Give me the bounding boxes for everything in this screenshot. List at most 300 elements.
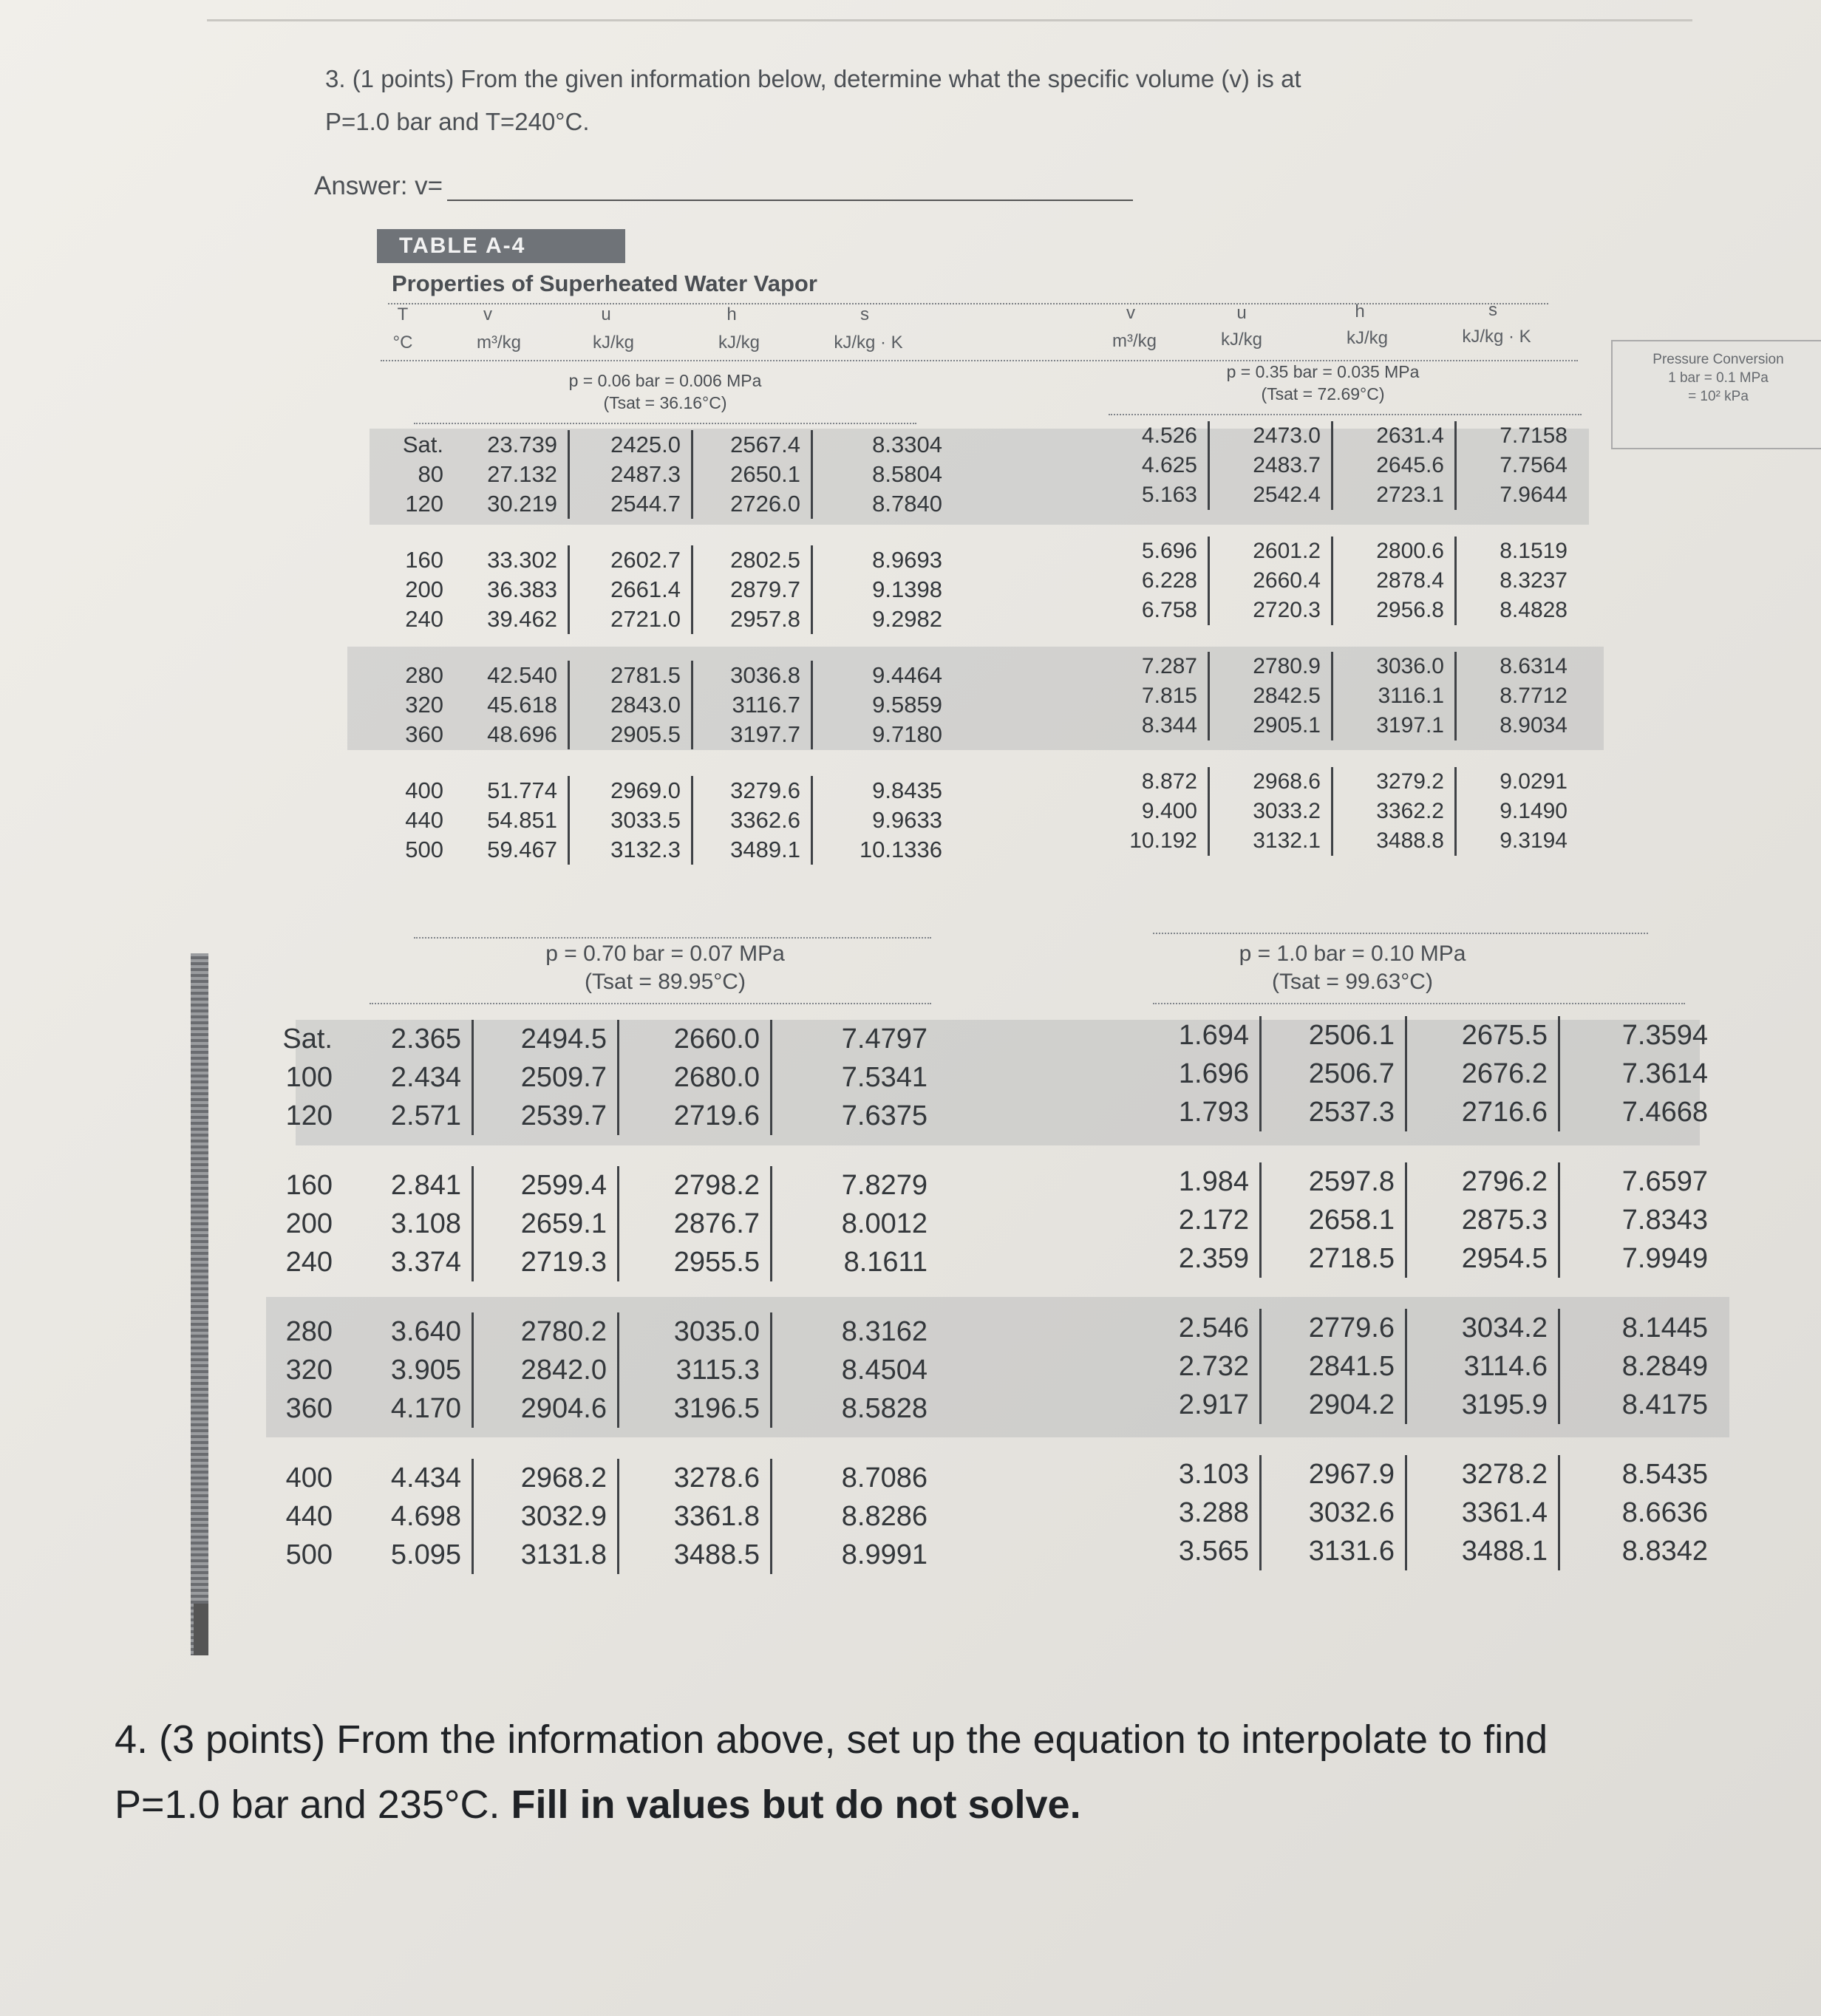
table-cell: 39.462 [454, 605, 569, 634]
header-right-unit-h: kJ/kg [1346, 328, 1388, 348]
table-cell: 4.625 [1109, 451, 1209, 480]
table-cell: 8.4175 [1621, 1389, 1708, 1420]
table-cell: 4.434 [343, 1459, 473, 1497]
table-cell: 1.793 [1153, 1093, 1261, 1131]
row-gap [251, 1135, 938, 1166]
table-row [355, 545, 953, 575]
header-unit-s: kJ/kg · K [834, 333, 903, 353]
table-cell: 6.758 [1109, 596, 1209, 625]
table-cell: 2780.9 [1209, 652, 1332, 681]
table-cell: 3035.0 [619, 1312, 772, 1351]
table-row [251, 1243, 938, 1281]
row-gap [1109, 740, 1578, 767]
table-cell: 8.9991 [841, 1539, 927, 1570]
table-row [1153, 1201, 1718, 1239]
table-cell: 3114.6 [1406, 1347, 1559, 1386]
table-cell: 3196.5 [619, 1389, 772, 1428]
table-cell: 3.288 [1153, 1494, 1261, 1532]
question-3-text: From the given information below, determine what the specific volume (v) is at [460, 65, 1301, 92]
header-right-unit-v: m³/kg [1112, 331, 1157, 351]
table-cell: 2542.4 [1209, 480, 1332, 510]
table-cell: 10.1336 [859, 837, 942, 862]
table-row [355, 661, 953, 690]
table-row [1153, 1455, 1718, 1494]
table-cell: 2539.7 [473, 1097, 619, 1135]
table-cell: 7.3614 [1621, 1058, 1708, 1089]
table-row [1153, 1016, 1718, 1055]
table-cell: 8.5828 [841, 1392, 927, 1424]
table-cell: 2843.0 [569, 690, 692, 720]
table-row [355, 605, 953, 634]
table-cell: 3033.2 [1209, 797, 1332, 826]
conversion-title: Pressure Conversion [1652, 352, 1784, 367]
table-cell: 3131.6 [1261, 1532, 1406, 1570]
table-cell: 8.0012 [841, 1208, 927, 1239]
table-cell: 10.192 [1109, 826, 1209, 856]
table-row [251, 1536, 938, 1574]
table-cell: 42.540 [454, 661, 569, 690]
table-cell: 2676.2 [1406, 1055, 1559, 1093]
table-cell: 3032.6 [1261, 1494, 1406, 1532]
table-row [1109, 652, 1578, 681]
table-cell: 2802.5 [692, 545, 812, 575]
question-4-instruction: Fill in values but do not solve. [511, 1782, 1081, 1827]
table-cell: 160 [285, 1169, 333, 1201]
table-cell: 120 [405, 491, 443, 517]
table-cell: 9.2982 [872, 606, 942, 632]
table-cell: 440 [285, 1500, 333, 1532]
row-gap-cell [355, 634, 953, 661]
data-table-p070 [251, 1020, 938, 1574]
table-cell: 7.9644 [1500, 483, 1568, 507]
table-cell: 8.3237 [1500, 568, 1568, 593]
table-cell: 2680.0 [619, 1058, 772, 1097]
table-cell: 33.302 [454, 545, 569, 575]
table-cell: 2800.6 [1332, 537, 1456, 566]
table-row [1153, 1532, 1718, 1570]
table-cell: 3489.1 [692, 835, 812, 865]
table-cell: 3.565 [1153, 1532, 1261, 1570]
table-cell: 320 [285, 1354, 333, 1386]
table-cell: 2.546 [1153, 1309, 1261, 1347]
question-4-text-2: P=1.0 bar and 235°C. [115, 1782, 500, 1827]
table-cell: 1.694 [1153, 1016, 1261, 1055]
answer-label: Answer: v= [314, 171, 443, 200]
pressure-label-070 [473, 940, 857, 996]
table-row [251, 1389, 938, 1428]
row-gap-cell [251, 1135, 938, 1166]
table-row [1153, 1093, 1718, 1131]
table-row [1153, 1347, 1718, 1386]
table-cell: 8.7086 [841, 1462, 927, 1494]
question-3 [325, 58, 1692, 143]
header-right-symbol-s: s [1488, 300, 1497, 320]
table-cell: 440 [405, 807, 443, 833]
row-gap [355, 634, 953, 661]
table-cell: 2796.2 [1406, 1162, 1559, 1201]
table-cell: 3488.8 [1332, 826, 1456, 856]
table-cell: 2719.3 [473, 1243, 619, 1281]
table-cell: 3115.3 [619, 1351, 772, 1389]
table-cell: 7.8279 [841, 1169, 927, 1201]
header-right-unit-s: kJ/kg · K [1462, 327, 1531, 347]
table-cell: 23.739 [454, 430, 569, 460]
table-cell: 8.344 [1109, 711, 1209, 740]
table-cell: 3488.5 [619, 1536, 772, 1574]
table-row [1153, 1309, 1718, 1347]
table-cell: 360 [405, 721, 443, 747]
row-gap-cell [355, 519, 953, 545]
table-cell: 48.696 [454, 720, 569, 749]
data-table-p006 [355, 430, 953, 865]
table-row [1109, 596, 1578, 625]
table-cell: 3.374 [343, 1243, 473, 1281]
table-cell: 8.7840 [872, 491, 942, 517]
table-cell: 5.163 [1109, 480, 1209, 510]
table-cell: 2.172 [1153, 1201, 1261, 1239]
table-cell: 2726.0 [692, 489, 812, 519]
table-cell: 8.4504 [841, 1354, 927, 1386]
table-row [1109, 480, 1578, 510]
table-cell: 2904.2 [1261, 1386, 1406, 1424]
table-cell: 3032.9 [473, 1497, 619, 1536]
table-cell: 2798.2 [619, 1166, 772, 1205]
table-cell: 2487.3 [569, 460, 692, 489]
table-cell: 3197.1 [1332, 711, 1456, 740]
row-gap [1109, 625, 1578, 652]
table-cell: 2719.6 [619, 1097, 772, 1135]
table-cell: 3036.8 [692, 661, 812, 690]
table-cell: 2878.4 [1332, 566, 1456, 596]
table-cell: 8.3162 [841, 1315, 927, 1347]
table-cell: 1.696 [1153, 1055, 1261, 1093]
table-cell: 7.4668 [1621, 1096, 1708, 1128]
row-gap [1109, 510, 1578, 537]
block-rule-035 [1109, 414, 1582, 415]
row-gap [1153, 1424, 1718, 1455]
table-row [1153, 1386, 1718, 1424]
table-row [1153, 1055, 1718, 1093]
table-cell: 3197.7 [692, 720, 812, 749]
table-row [355, 430, 953, 460]
table-cell: 2425.0 [569, 430, 692, 460]
table-cell: 2721.0 [569, 605, 692, 634]
table-cell: 9.9633 [872, 807, 942, 833]
table-cell: 2904.6 [473, 1389, 619, 1428]
table-cell: 3278.6 [619, 1459, 772, 1497]
row-gap [1153, 1131, 1718, 1162]
header-unit-u: kJ/kg [592, 333, 634, 353]
table-cell: 3.905 [343, 1351, 473, 1389]
header-right-symbol-v: v [1126, 303, 1135, 323]
table-cell: 2780.2 [473, 1312, 619, 1351]
table-cell: 320 [405, 692, 443, 718]
table-row [1153, 1494, 1718, 1532]
table-cell: 8.872 [1109, 767, 1209, 797]
table-cell: 9.8435 [872, 777, 942, 803]
table-cell: 2.365 [343, 1020, 473, 1058]
table-cell: Sat. [402, 432, 443, 457]
table-row [251, 1058, 938, 1097]
pressure-070: p = 0.70 bar = 0.07 MPa [545, 941, 785, 966]
table-cell: 8.8286 [841, 1500, 927, 1532]
table-cell: 2968.6 [1209, 767, 1332, 797]
block-top-rule-100 [1153, 933, 1648, 934]
table-cell: 7.6375 [841, 1100, 927, 1131]
table-cell: 3.103 [1153, 1455, 1261, 1494]
table-row [355, 776, 953, 806]
row-gap-cell [1109, 625, 1578, 652]
table-cell: 7.7158 [1500, 423, 1568, 448]
table-row [251, 1497, 938, 1536]
table-cell: 8.8342 [1621, 1535, 1708, 1567]
table-row [1153, 1162, 1718, 1201]
table-cell: 2509.7 [473, 1058, 619, 1097]
table-cell: 120 [285, 1100, 333, 1131]
table-cell: 2969.0 [569, 776, 692, 806]
pressure-006: p = 0.06 bar = 0.006 MPa [568, 371, 762, 390]
table-row [355, 460, 953, 489]
table-cell: 2660.0 [619, 1020, 772, 1058]
block-top-rule-070 [414, 937, 931, 939]
table-cell: 59.467 [454, 835, 569, 865]
table-cell: 3279.2 [1332, 767, 1456, 797]
table-block-006 [355, 430, 953, 865]
table-cell: 51.774 [454, 776, 569, 806]
table-cell: 7.4797 [841, 1023, 927, 1055]
table-cell: 8.5804 [872, 461, 942, 487]
header-symbol-u: u [601, 304, 611, 324]
row-gap-cell [251, 1428, 938, 1459]
table-cell: 2661.4 [569, 575, 692, 605]
table-block-100 [1153, 1016, 1718, 1570]
pressure-035: p = 0.35 bar = 0.035 MPa [1226, 362, 1420, 381]
pressure-label-006 [517, 370, 813, 414]
table-cell: 4.170 [343, 1389, 473, 1428]
table-cell: 4.698 [343, 1497, 473, 1536]
table-cell: 2956.8 [1332, 596, 1456, 625]
table-cell: 2876.7 [619, 1205, 772, 1243]
table-cell: 9.400 [1109, 797, 1209, 826]
table-cell: 2660.4 [1209, 566, 1332, 596]
table-row [251, 1205, 938, 1243]
data-table-p100 [1153, 1016, 1718, 1570]
table-row [355, 575, 953, 605]
table-cell: 4.526 [1109, 421, 1209, 451]
table-cell: 2842.5 [1209, 681, 1332, 711]
table-row [1109, 826, 1578, 856]
table-cell: 8.5435 [1621, 1458, 1708, 1490]
table-cell: 54.851 [454, 806, 569, 835]
table-cell: 6.228 [1109, 566, 1209, 596]
conversion-line-2: = 10² kPa [1688, 389, 1749, 404]
row-gap [251, 1281, 938, 1312]
table-cell: 3362.2 [1332, 797, 1456, 826]
table-cell: 240 [405, 606, 443, 632]
table-cell: 400 [285, 1462, 333, 1494]
table-cell: 280 [285, 1315, 333, 1347]
table-cell: 8.7712 [1500, 684, 1568, 708]
table-cell: 3116.1 [1332, 681, 1456, 711]
table-cell: 2955.5 [619, 1243, 772, 1281]
table-cell: 240 [285, 1246, 333, 1278]
table-row [1109, 711, 1578, 740]
table-row [251, 1020, 938, 1058]
table-cell: 1.984 [1153, 1162, 1261, 1201]
table-row [355, 806, 953, 835]
answer-blank[interactable] [447, 179, 1133, 201]
table-cell: 2645.6 [1332, 451, 1456, 480]
table-cell: 7.287 [1109, 652, 1209, 681]
table-cell: 9.5859 [872, 692, 942, 718]
row-gap-cell [1153, 1131, 1718, 1162]
table-row [1153, 1239, 1718, 1278]
table-row [251, 1459, 938, 1497]
table-cell: 3362.6 [692, 806, 812, 835]
table-cell: 2597.8 [1261, 1162, 1406, 1201]
table-cell: 2879.7 [692, 575, 812, 605]
table-cell: 2.434 [343, 1058, 473, 1097]
table-cell: 200 [405, 576, 443, 602]
table-row [355, 720, 953, 749]
header-right-unit-u: kJ/kg [1220, 330, 1262, 350]
table-row [355, 489, 953, 519]
table-cell: 2506.1 [1261, 1016, 1406, 1055]
table-row [1109, 537, 1578, 566]
table-row [251, 1312, 938, 1351]
table-row [1109, 451, 1578, 480]
table-cell: 5.095 [343, 1536, 473, 1574]
data-table-p035 [1109, 421, 1578, 856]
table-cell: 2718.5 [1261, 1239, 1406, 1278]
row-gap-cell [355, 749, 953, 776]
table-cell: 2483.7 [1209, 451, 1332, 480]
row-gap-cell [251, 1281, 938, 1312]
table-row [355, 835, 953, 865]
table-cell: 2.359 [1153, 1239, 1261, 1278]
table-cell: 3116.7 [692, 690, 812, 720]
pressure-100: p = 1.0 bar = 0.10 MPa [1239, 941, 1466, 966]
tsat-006: (Tsat = 36.16°C) [603, 393, 727, 412]
table-cell: 2954.5 [1406, 1239, 1559, 1278]
header-symbol-v: v [483, 304, 492, 324]
table-cell: 8.1519 [1500, 539, 1568, 563]
table-cell: 8.6314 [1500, 654, 1568, 678]
table-cell: 3279.6 [692, 776, 812, 806]
table-row [1109, 681, 1578, 711]
table-cell: 2723.1 [1332, 480, 1456, 510]
table-cell: 3036.0 [1332, 652, 1456, 681]
table-cell: 2.732 [1153, 1347, 1261, 1386]
table-cell: 9.1398 [872, 576, 942, 602]
table-cell: 8.9034 [1500, 713, 1568, 738]
table-row [1109, 566, 1578, 596]
binding-edge-end [194, 1604, 208, 1655]
table-cell: 9.1490 [1500, 799, 1568, 823]
row-gap-cell [1153, 1278, 1718, 1309]
table-cell: 36.383 [454, 575, 569, 605]
top-rule [207, 19, 1692, 21]
table-cell: 500 [285, 1539, 333, 1570]
table-cell: 2842.0 [473, 1351, 619, 1389]
table-cell: 30.219 [454, 489, 569, 519]
table-cell: 160 [405, 547, 443, 573]
table-cell: 8.6636 [1621, 1496, 1708, 1528]
row-gap-cell [1109, 510, 1578, 537]
table-cell: 7.9949 [1621, 1242, 1708, 1274]
table-cell: 2602.7 [569, 545, 692, 575]
tsat-070: (Tsat = 89.95°C) [585, 970, 746, 994]
table-cell: 2875.3 [1406, 1201, 1559, 1239]
tsat-035: (Tsat = 72.69°C) [1261, 384, 1385, 403]
row-gap [1153, 1278, 1718, 1309]
table-row [251, 1166, 938, 1205]
table-cell: 45.618 [454, 690, 569, 720]
table-cell: 3361.4 [1406, 1494, 1559, 1532]
table-cell: 3131.8 [473, 1536, 619, 1574]
table-block-070 [251, 1020, 938, 1574]
table-row [1109, 767, 1578, 797]
table-tag: TABLE A-4 [377, 229, 625, 263]
table-cell: 8.4828 [1500, 598, 1568, 622]
table-cell: 7.7564 [1500, 453, 1568, 477]
table-row [1109, 797, 1578, 826]
table-cell: 400 [405, 777, 443, 803]
table-cell: 27.132 [454, 460, 569, 489]
table-row [355, 690, 953, 720]
table-cell: 7.8343 [1621, 1204, 1708, 1236]
table-cell: 2968.2 [473, 1459, 619, 1497]
table-cell: 2.841 [343, 1166, 473, 1205]
table-cell: 2544.7 [569, 489, 692, 519]
question-3-text-2: P=1.0 bar and T=240°C. [325, 108, 590, 135]
table-cell: 9.7180 [872, 721, 942, 747]
table-cell: 3132.1 [1209, 826, 1332, 856]
table-cell: 2473.0 [1209, 421, 1332, 451]
header-symbol-h: h [726, 304, 737, 324]
table-cell: 8.2849 [1621, 1350, 1708, 1382]
block-rule-100 [1153, 1003, 1685, 1004]
header-symbol-T: T [397, 304, 409, 324]
table-row [251, 1351, 938, 1389]
header-unit-v: m³/kg [477, 333, 521, 353]
table-cell: 2781.5 [569, 661, 692, 690]
table-cell: 2957.8 [692, 605, 812, 634]
table-cell: 2720.3 [1209, 596, 1332, 625]
row-gap [355, 749, 953, 776]
binding-edge [191, 953, 208, 1655]
table-cell: 7.6597 [1621, 1165, 1708, 1197]
table-cell: 8.3304 [872, 432, 942, 457]
table-cell: Sat. [282, 1023, 333, 1055]
row-gap [355, 519, 953, 545]
table-cell: 9.4464 [872, 662, 942, 688]
table-cell: 3278.2 [1406, 1455, 1559, 1494]
table-cell: 500 [405, 837, 443, 862]
table-title: Properties of Superheated Water Vapor [392, 270, 817, 296]
table-cell: 3132.3 [569, 835, 692, 865]
table-cell: 2567.4 [692, 430, 812, 460]
table-cell: 3195.9 [1406, 1386, 1559, 1424]
table-cell: 8.9693 [872, 547, 942, 573]
table-cell: 3488.1 [1406, 1532, 1559, 1570]
pressure-label-035 [1153, 361, 1493, 405]
question-4 [115, 1707, 1814, 1837]
question-3-prefix: 3. (1 points) [325, 65, 455, 92]
conversion-line-1: 1 bar = 0.1 MPa [1668, 370, 1769, 386]
table-cell: 3033.5 [569, 806, 692, 835]
table-cell: 360 [285, 1392, 333, 1424]
